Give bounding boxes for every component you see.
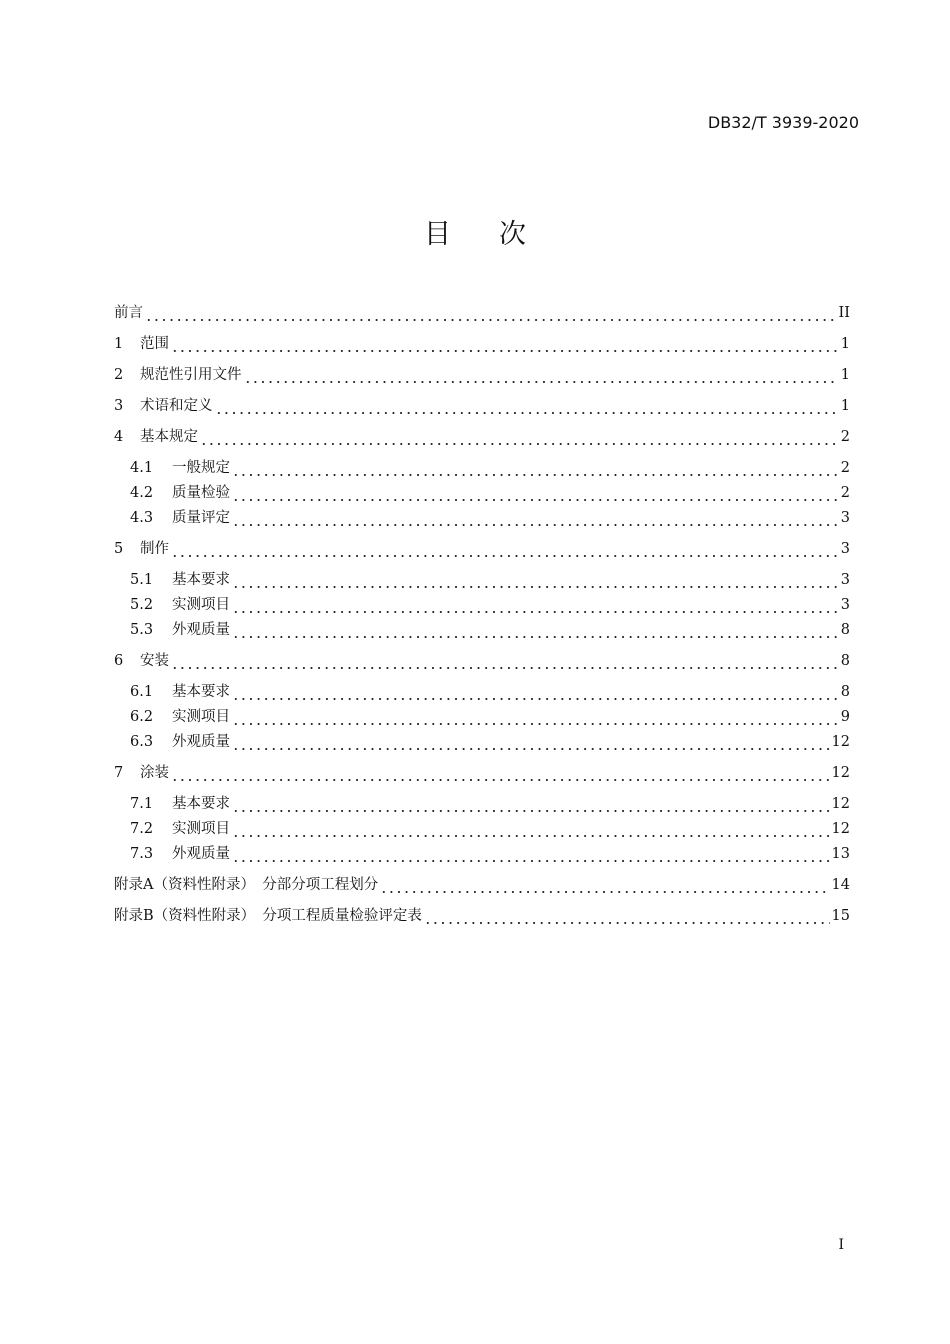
toc-entry-label: 外观质量 [172, 622, 230, 638]
toc-entry-page: 13 [831, 846, 850, 862]
toc-entry-page: 12 [831, 821, 850, 837]
toc-entry-number: 4.1 [130, 460, 154, 476]
toc-entry-label: 术语和定义 [140, 398, 213, 414]
toc-entry-number: 7.1 [130, 796, 154, 812]
dot-leader [232, 843, 830, 865]
toc-entry-label: 基本要求 [172, 684, 230, 700]
toc-entry-number: 5.2 [130, 597, 154, 613]
toc-entry-label: 安装 [140, 653, 169, 669]
dot-leader [244, 364, 839, 386]
toc-entry-number: 6.2 [130, 709, 154, 725]
dot-leader [171, 650, 838, 672]
toc-entry-number: 4 [114, 429, 124, 445]
dot-leader [232, 457, 838, 479]
toc-entry[interactable] [114, 302, 850, 324]
dot-leader [232, 569, 838, 591]
toc-entry-page: 2 [840, 485, 850, 501]
toc-entry[interactable] [114, 482, 850, 504]
toc-entry[interactable] [114, 569, 850, 591]
dot-leader [424, 905, 830, 927]
toc-entry-number: 4.3 [130, 510, 154, 526]
toc-entry[interactable] [114, 507, 850, 529]
toc-entry-label: 实测项目 [172, 597, 230, 613]
dot-leader [145, 302, 837, 324]
toc-entry-page: 9 [840, 709, 850, 725]
dot-leader [232, 507, 838, 529]
toc-entry-label: 外观质量 [172, 734, 230, 750]
toc-entry-label: 质量检验 [172, 485, 230, 501]
toc-entry-label: 附录A（资料性附录） 分部分项工程划分 [114, 877, 379, 893]
dot-leader [232, 482, 838, 504]
toc-entry[interactable] [114, 594, 850, 616]
toc-entry-label: 一般规定 [172, 460, 230, 476]
toc-entry-page: 14 [831, 877, 850, 893]
toc-entry-page: 1 [840, 398, 850, 414]
toc-entry-page: II [838, 305, 850, 321]
dot-leader [232, 731, 830, 753]
page-number: I [838, 1237, 844, 1253]
toc-entry[interactable] [114, 538, 850, 560]
toc-entry-number: 2 [114, 367, 124, 383]
toc-entry-label: 涂装 [140, 765, 169, 781]
toc-entry[interactable] [114, 905, 850, 927]
toc-entry-number: 7.2 [130, 821, 154, 837]
toc-entry[interactable] [114, 706, 850, 728]
toc-entry-label: 基本要求 [172, 572, 230, 588]
toc-entry-label: 基本要求 [172, 796, 230, 812]
toc-entry[interactable] [114, 843, 850, 865]
table-of-contents [114, 302, 850, 927]
toc-entry-page: 8 [840, 622, 850, 638]
toc-entry[interactable] [114, 731, 850, 753]
toc-entry-label: 制作 [140, 541, 169, 557]
toc-entry[interactable] [114, 650, 850, 672]
toc-entry-number: 6.3 [130, 734, 154, 750]
toc-entry-number: 5 [114, 541, 124, 557]
toc-entry-label: 外观质量 [172, 846, 230, 862]
toc-entry-number: 3 [114, 398, 124, 414]
toc-entry-label: 基本规定 [140, 429, 198, 445]
toc-entry-page: 3 [840, 572, 850, 588]
toc-entry-page: 2 [840, 460, 850, 476]
toc-entry-page: 1 [840, 336, 850, 352]
toc-entry-page: 3 [840, 541, 850, 557]
toc-entry-label: 规范性引用文件 [140, 367, 242, 383]
toc-entry-label: 实测项目 [172, 709, 230, 725]
toc-entry-number: 5.3 [130, 622, 154, 638]
toc-entry[interactable] [114, 818, 850, 840]
dot-leader [171, 538, 838, 560]
toc-entry-page: 12 [831, 796, 850, 812]
dot-leader [232, 793, 830, 815]
toc-entry-number: 5.1 [130, 572, 154, 588]
page-title [0, 212, 950, 251]
toc-entry-page: 1 [840, 367, 850, 383]
toc-entry-page: 15 [831, 908, 850, 924]
toc-entry-number: 7 [114, 765, 124, 781]
toc-entry-label: 质量评定 [172, 510, 230, 526]
toc-entry-number: 7.3 [130, 846, 154, 862]
toc-entry-label: 实测项目 [172, 821, 230, 837]
title-char: 目 [424, 219, 451, 250]
toc-entry-page: 8 [840, 684, 850, 700]
toc-entry-number: 6 [114, 653, 124, 669]
toc-entry[interactable] [114, 395, 850, 417]
toc-entry[interactable] [114, 762, 850, 784]
toc-entry-number: 4.2 [130, 485, 154, 501]
dot-leader [232, 594, 838, 616]
toc-entry[interactable] [114, 457, 850, 479]
toc-entry[interactable] [114, 619, 850, 641]
dot-leader [200, 426, 838, 448]
dot-leader [171, 333, 838, 355]
toc-entry-label: 附录B（资料性附录） 分项工程质量检验评定表 [114, 908, 422, 924]
dot-leader [232, 706, 838, 728]
title-char: 次 [499, 219, 526, 250]
dot-leader [380, 874, 829, 896]
toc-entry-number: 6.1 [130, 684, 154, 700]
dot-leader [171, 762, 830, 784]
toc-entry-label: 范围 [140, 336, 169, 352]
toc-entry-page: 2 [840, 429, 850, 445]
toc-entry-page: 12 [831, 734, 850, 750]
toc-entry-page: 8 [840, 653, 850, 669]
toc-entry[interactable] [114, 364, 850, 386]
dot-leader [215, 395, 839, 417]
dot-leader [232, 818, 830, 840]
toc-entry-page: 3 [840, 597, 850, 613]
toc-entry[interactable] [114, 793, 850, 815]
dot-leader [232, 681, 838, 703]
toc-entry-page: 12 [831, 765, 850, 781]
document-number: DB32/T 3939-2020 [707, 113, 859, 132]
toc-entry[interactable] [114, 426, 850, 448]
toc-entry[interactable] [114, 874, 850, 896]
toc-entry-page: 3 [840, 510, 850, 526]
dot-leader [232, 619, 838, 641]
toc-entry-label: 前言 [114, 305, 143, 321]
toc-entry[interactable] [114, 333, 850, 355]
toc-entry-number: 1 [114, 336, 124, 352]
toc-entry[interactable] [114, 681, 850, 703]
